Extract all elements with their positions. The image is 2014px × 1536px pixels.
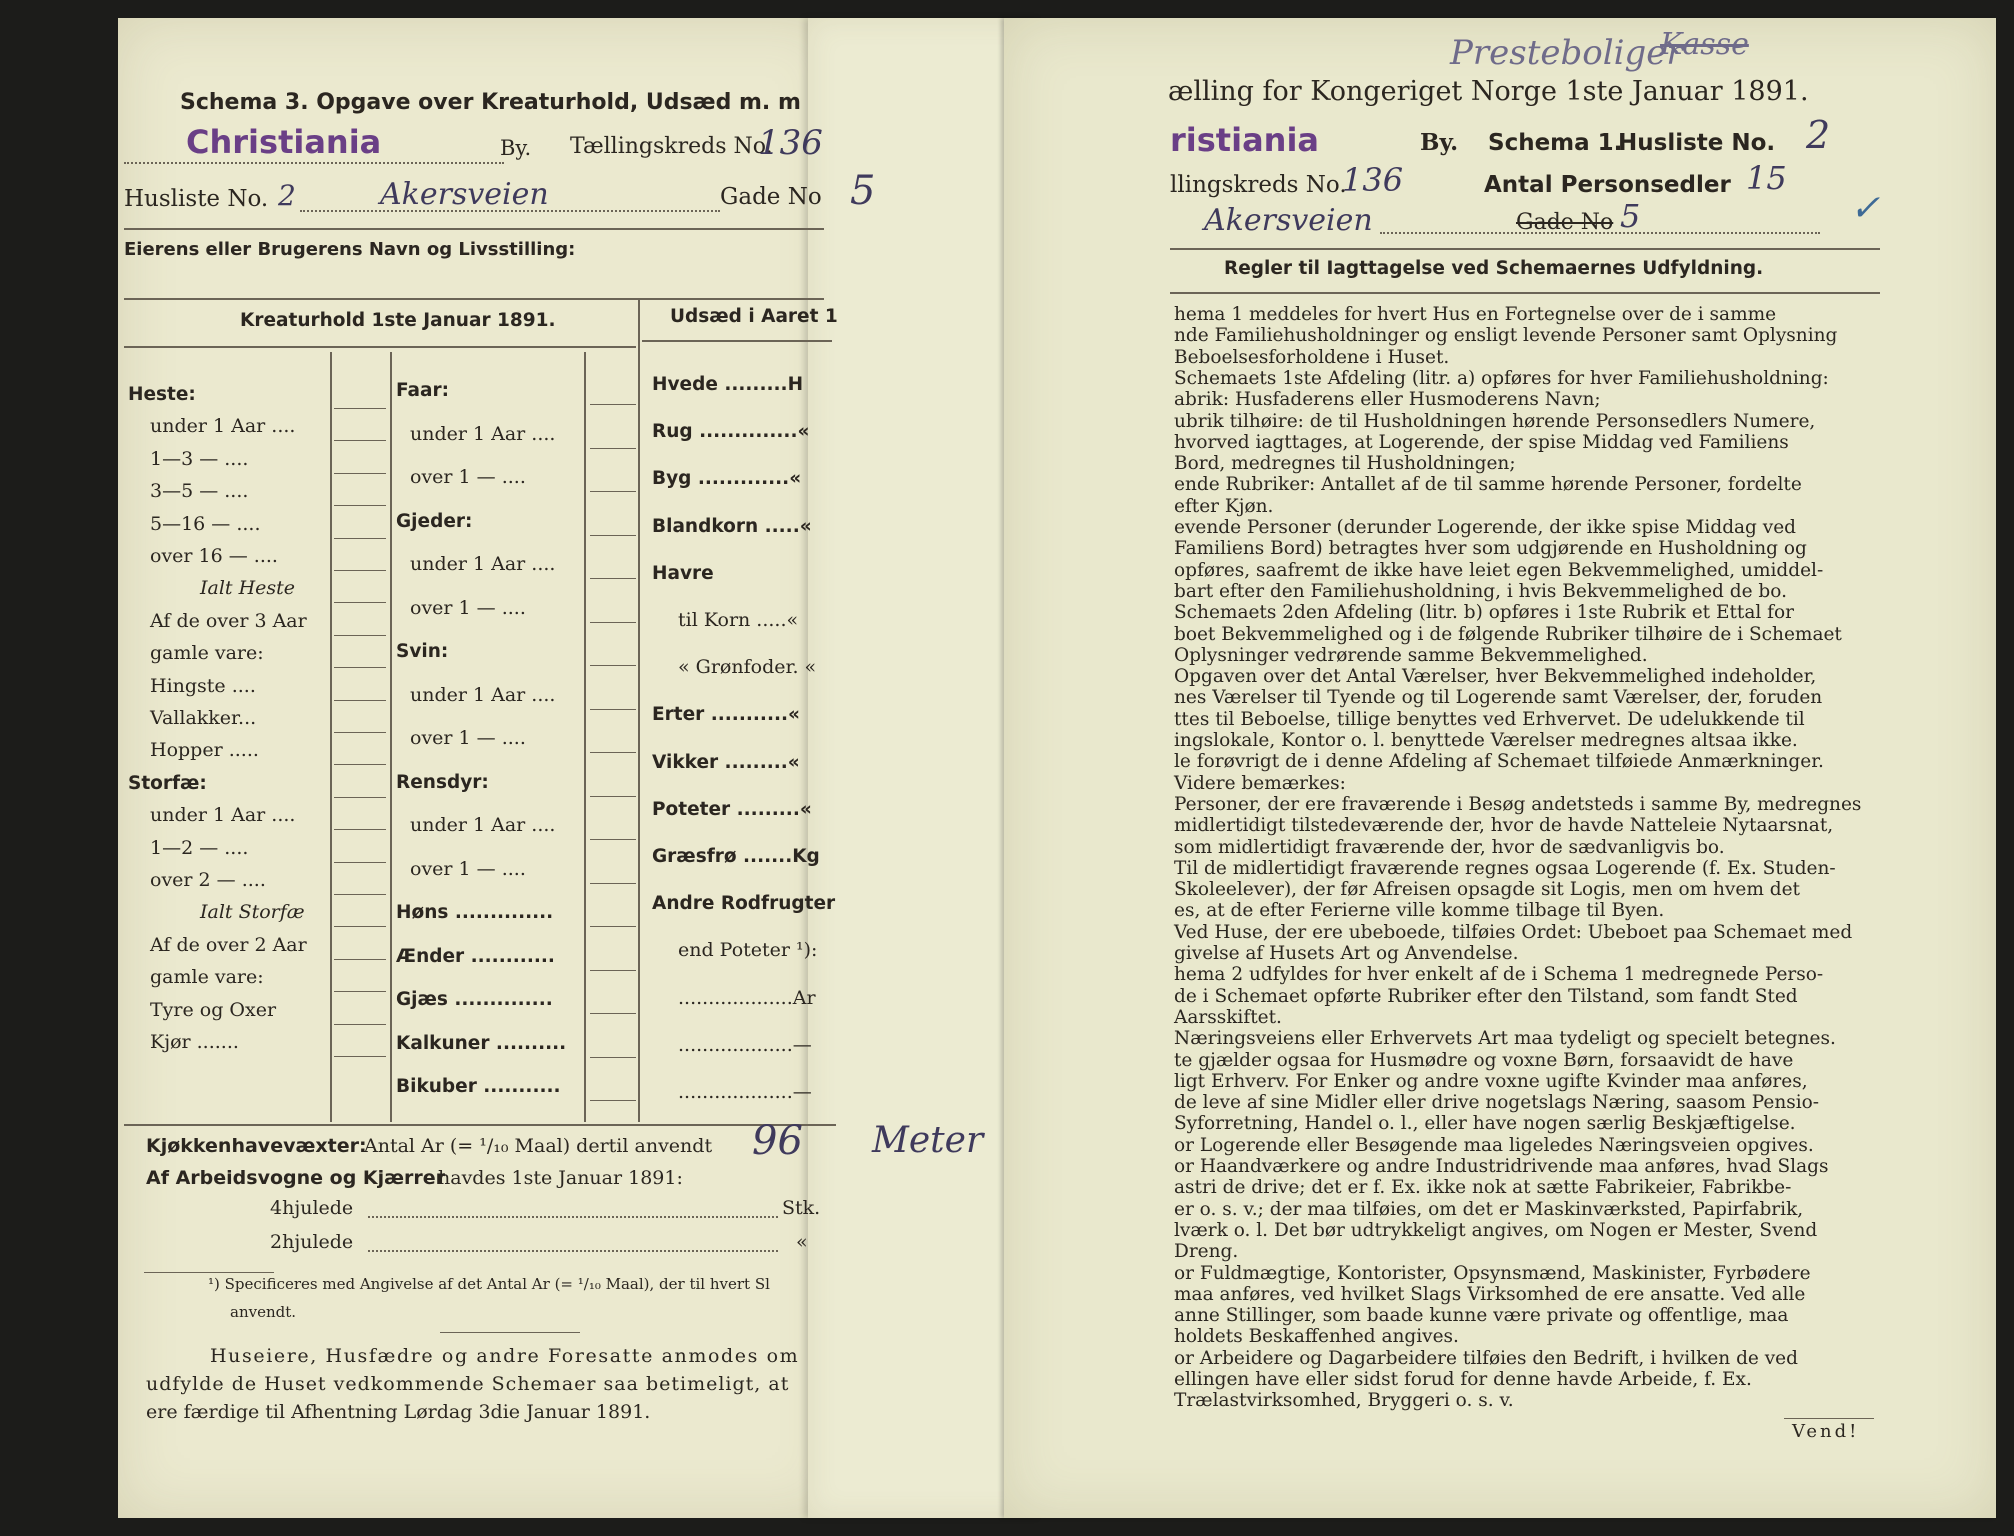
rule-line: de leve af sine Midler eller drive nogetslags Næring, saasom Pensio-: [1174, 1092, 1820, 1114]
rule-line: givelse af Husets Art og Anvendelse.: [1174, 943, 1519, 964]
col1-item: Heste:: [128, 384, 196, 405]
col3-item: til Korn .....«: [678, 609, 799, 631]
street-hand: Akersveien: [380, 177, 549, 212]
hjul4-line: [368, 1216, 778, 1218]
col1-item: Ialt Heste: [200, 577, 296, 600]
kreds-value: 136: [758, 123, 823, 163]
regler-title: Regler til Iagttagelse ved Schemaernes Udfyldning.: [1224, 258, 1764, 279]
rule-line: abrik: Husfaderens eller Husmoderens Navn;: [1174, 389, 1601, 411]
col2-entry-line: [590, 970, 636, 971]
husliste-label: Husliste No.: [124, 186, 269, 212]
col1-entry-line: [334, 1056, 386, 1057]
col1-item: Tyre og Oxer: [150, 998, 277, 1021]
col3-item: Andre Rodfrugter: [652, 893, 836, 915]
col1-item: under 1 Aar ....: [150, 804, 296, 827]
col1-item: gamle vare:: [150, 642, 264, 665]
kjokken-value: 96: [752, 1118, 803, 1164]
kreds-label: Tællingskreds No.: [570, 134, 773, 159]
regler-bottom-line: [1170, 292, 1880, 294]
city-stamp: Christiania: [186, 123, 382, 161]
col3-item: ...................Ar: [678, 986, 816, 1009]
table-bottom-line: [124, 1124, 836, 1126]
col-sep-1: [330, 352, 332, 1122]
col2-entry-line: [590, 1057, 636, 1058]
col3-item: Erter ...........«: [652, 704, 800, 726]
closing-line-3: ere færdige til Afhentning Lørdag 3die Januar 1891.: [146, 1401, 651, 1423]
col1-item: Hopper .....: [150, 739, 259, 762]
hjul4-unit: Stk.: [782, 1197, 821, 1219]
rule-line: bart efter den Familiehusholdning, i hvis Bekvemmelighed de bo.: [1174, 580, 1787, 602]
rule-line: Videre bemærkes:: [1174, 772, 1346, 794]
col2-item: over 1 — ....: [410, 596, 526, 619]
vend-label: Vend!: [1792, 1421, 1860, 1442]
rule-line: Familiens Bord) betragtes hver som udgjørende en Husholdning og: [1174, 538, 1807, 560]
col3-item: Rug ..............«: [652, 421, 810, 443]
col2-item: Svin:: [396, 641, 449, 662]
col1-entry-line: [334, 959, 386, 960]
col-sep-3: [584, 352, 586, 1122]
rule-line: maa anføres, ved hvilket Slags Virksomhed de ere ansatte. Ved alle: [1174, 1283, 1806, 1305]
col2-entry-line: [590, 709, 636, 710]
col2-entry-line: [590, 665, 636, 666]
kreds-value-right: 136: [1342, 161, 1404, 199]
closing-rule: [440, 1332, 580, 1333]
rule-line: or Haandværkere og andre Industridrivende maa anføres, hvad Slags: [1174, 1156, 1829, 1177]
rule-line: evende Personer (derunder Logerende, der ikke spise Middag ved: [1174, 517, 1797, 538]
col2-item: Faar:: [396, 380, 450, 401]
col1-entry-line: [334, 505, 386, 506]
col1-entry-line: [334, 570, 386, 571]
rule-line: Oplysninger vedrørende samme Bekvemmelighed.: [1174, 644, 1648, 666]
col2-item: Gjeder:: [396, 510, 473, 532]
col1-item: Storfæ:: [128, 772, 207, 794]
col1-item: Ialt Storfæ: [200, 901, 305, 924]
rule-line: Aarsskiftet.: [1174, 1006, 1282, 1028]
hjul4-label: 4hjulede: [270, 1197, 354, 1219]
col1-item: 5—16 — ....: [150, 512, 261, 535]
street-hand-right: Akersveien: [1204, 203, 1373, 238]
col2-entry-line: [590, 796, 636, 797]
rule-line: hvorved iagttages, at Logerende, der spise Middag ved Familiens: [1174, 431, 1789, 453]
col1-item: Hingste ....: [150, 674, 256, 697]
rule-line: lværk o. l. Det bør udtrykkeligt angives, om Nogen er Mester, Svend: [1174, 1219, 1818, 1241]
rule-line: Dreng.: [1174, 1241, 1239, 1263]
rule-line: Ved Huse, der ere ubeboede, tilføies Ordet: Ubeboet paa Schemaet med: [1174, 921, 1853, 943]
col1-item: Af de over 3 Aar: [150, 609, 307, 632]
rule-line: Opgaven over det Antal Værelser, hver Bekvemmelighed indeholder,: [1174, 666, 1817, 688]
col3-item: end Poteter ¹):: [678, 939, 818, 962]
rule-line: de i Schemaet opførte Rubriker efter den Tilstand, som fandt Sted: [1174, 985, 1798, 1007]
col-sep-2: [390, 352, 392, 1122]
rule-line: ubrik tilhøire: de til Husholdningen hørende Personsedlers Numere,: [1174, 410, 1816, 432]
closing-line-1: Huseiere, Husfædre og andre Foresatte anmodes om: [210, 1345, 800, 1367]
husliste-value: 2: [278, 179, 296, 212]
col1-entry-line: [334, 732, 386, 733]
street-line-right: [1380, 232, 1820, 234]
col1-entry-line: [334, 440, 386, 441]
col1-item: over 16 — ....: [150, 545, 278, 567]
col3-item: Vikker .........«: [652, 751, 800, 773]
husliste-value-right: 2: [1806, 113, 1831, 157]
rule-line: ingslokale, Kontor o. l. benyttede Værelser medregnes altsaa ikke.: [1174, 730, 1798, 751]
gade-label: Gade No: [720, 184, 822, 210]
col2-entry-line: [590, 883, 636, 884]
col1-entry-line: [334, 829, 386, 830]
col1-item: 1—2 — ....: [150, 836, 249, 859]
col2-entry-line: [590, 752, 636, 753]
owner-label: Eierens eller Brugerens Navn og Livsstilling:: [124, 239, 576, 260]
rule-line: nes Værelser til Tyende og til Logerende samt Værelser, der, foruden: [1174, 687, 1823, 709]
footnote-line-2: anvendt.: [230, 1303, 297, 1321]
col2-item: over 1 — ....: [410, 727, 526, 749]
col3-item: Havre: [652, 562, 714, 584]
col1-entry-line: [334, 797, 386, 798]
rule-line: midlertidigt tilstedeværende der, hvor de havde Natteleie Nytaarsnat,: [1174, 815, 1834, 837]
col2-item: Høns ..............: [396, 902, 554, 923]
header-line-1: [124, 346, 636, 348]
rule-line: er o. s. v.; der maa tilføies, om det er Maskinværksted, Papirfabrik,: [1174, 1198, 1804, 1220]
rule-line: es, at de efter Ferierne ville komme tilbage til Byen.: [1174, 900, 1665, 922]
rule-line: ttes til Beboelse, tillige benyttes ved Erhvervet. De udelukkende til: [1174, 708, 1805, 730]
rule-line: holdets Beskaffenhed angives.: [1174, 1326, 1459, 1348]
rule-line: Beboelsesforholdene i Huset.: [1174, 346, 1450, 368]
rule-line: hema 1 meddeles for hvert Hus en Fortegnelse over de i samme: [1174, 304, 1777, 325]
rule-line: astri de drive; det er f. Ex. ikke nok at sætte Fabrikeier, Fabrikbe-: [1174, 1177, 1792, 1199]
rule-line: som midlertidigt fraværende der, hvor de sædvanligvis bo.: [1174, 836, 1725, 858]
street-line: [300, 210, 720, 212]
col3-item: « Grønfoder. «: [678, 656, 817, 679]
col1-entry-line: [334, 700, 386, 701]
gade-label-right: Gade No: [1516, 210, 1614, 235]
col2-entry-line: [590, 622, 636, 623]
rule-line: Schemaets 2den Afdeling (litr. b) opføres i 1ste Rubrik et Ettal for: [1174, 602, 1795, 624]
closing-line-2: udfylde de Huset vedkommende Schemaer saa betimeligt, at: [146, 1373, 790, 1395]
rule-line: Næringsveiens eller Erhvervets Art maa tydeligt og specielt betegnes.: [1174, 1028, 1836, 1050]
hjul2-label: 2hjulede: [270, 1231, 354, 1253]
col2-item: Kalkuner ..........: [396, 1032, 567, 1054]
col1-entry-line: [334, 408, 386, 409]
rule-line: or Logerende eller Besøgende maa ligeledes Næringsveien opgives.: [1174, 1134, 1814, 1156]
hand-top-note: Presteboliger: [1450, 33, 1683, 73]
hand-top-strike: Kasse: [1660, 27, 1749, 62]
col1-item: 1—3 — ....: [150, 447, 249, 470]
rule-line: Schemaets 1ste Afdeling (litr. a) opføres for hver Familiehusholdning:: [1174, 367, 1829, 389]
rule-line: anne Stillinger, som baade kunne være private og offentlige, maa: [1174, 1305, 1789, 1327]
antal-label: Antal Personsedler: [1484, 172, 1731, 198]
col1-entry-line: [334, 667, 386, 668]
rule-line: hema 2 udfyldes for hver enkelt af de i Schema 1 medregnede Perso-: [1174, 964, 1824, 986]
divider: [124, 228, 824, 230]
rule-line: or Fuldmægtige, Kontorister, Opsynsmænd, Maskinister, Fyrbødere: [1174, 1262, 1811, 1284]
footnote-line-1: ¹) Specificeres med Angivelse af det Antal Ar (= ¹/₁₀ Maal), der til hvert Sl: [208, 1275, 770, 1293]
vogne-text: havdes 1ste Januar 1891:: [438, 1167, 683, 1189]
col2-item: over 1 — ....: [410, 857, 526, 880]
col2-entry-line: [590, 448, 636, 449]
vend-rule: [1784, 1418, 1874, 1419]
footnote-rule: [144, 1272, 274, 1273]
header-line-2: [642, 340, 832, 342]
col3-item: Græsfrø .......Kg: [652, 846, 820, 867]
col2-item: under 1 Aar ....: [410, 814, 556, 836]
col3-item: Hvede .........H: [652, 374, 804, 395]
col1-item: Kjør .......: [150, 1031, 239, 1053]
rule-line: Personer, der ere fraværende i Besøg andetsteds i samme By, medregnes: [1174, 793, 1862, 815]
kjokken-label: Kjøkkenhavevæxter:: [146, 1135, 367, 1157]
schema-1-title: ælling for Kongeriget Norge 1ste Januar 1891.: [1168, 76, 1809, 107]
rule-line: te gjælder ogsaa for Husmødre og voxne Børn, forsaavidt de have: [1174, 1049, 1794, 1071]
check-mark-icon: ✓: [1850, 188, 1881, 229]
col3-item: ...................—: [678, 1033, 812, 1056]
col1-entry-line: [334, 991, 386, 992]
col2-entry-line: [590, 491, 636, 492]
col2-item: Ænder ............: [396, 945, 555, 967]
col2-item: under 1 Aar ....: [410, 422, 556, 445]
kreatur-header: Kreaturhold 1ste Januar 1891.: [240, 310, 556, 331]
rule-line: Bord, medregnes til Husholdningen;: [1174, 453, 1516, 475]
col1-entry-line: [334, 635, 386, 636]
rule-line: Trælastvirksomhed, Bryggeri o. s. v.: [1174, 1390, 1514, 1412]
col1-entry-line: [334, 894, 386, 895]
kjokken-text: Antal Ar (= ¹/₁₀ Maal) dertil anvendt: [364, 1135, 713, 1157]
col3-item: ...................—: [678, 1081, 812, 1103]
col1-entry-line: [334, 1024, 386, 1025]
col1-entry-line: [334, 602, 386, 603]
col2-item: Rensdyr:: [396, 771, 489, 793]
city-stamp-right: ristiania: [1170, 121, 1319, 159]
rule-line: ellingen have eller sidst forud for denne havde Arbeide, f. Ex.: [1174, 1369, 1752, 1390]
col2-item: over 1 — ....: [410, 466, 526, 488]
rule-line: ende Rubriker: Antallet af de til samme hørende Personer, fordelte: [1174, 474, 1802, 496]
col1-entry-line: [334, 764, 386, 765]
col2-entry-line: [590, 839, 636, 840]
col1-item: 3—5 — ....: [150, 480, 249, 503]
col1-entry-line: [334, 862, 386, 863]
col2-item: under 1 Aar ....: [410, 683, 556, 706]
col3-item: Blandkorn .....«: [652, 515, 812, 537]
col2-entry-line: [590, 926, 636, 927]
rule-line: ligt Erhverv. For Enker og andre voxne ugifte Kvinder maa anføres,: [1174, 1070, 1808, 1092]
kreds-label-right: llingskreds No.: [1170, 172, 1347, 198]
col2-entry-line: [590, 535, 636, 536]
udsaed-header: Udsæd i Aaret 1: [670, 306, 838, 327]
col2-item: Gjæs ..............: [396, 989, 553, 1010]
schema-3-title: Schema 3. Opgave over Kreaturhold, Udsæd m. m: [180, 90, 801, 115]
table-top-line: [124, 298, 824, 300]
col1-entry-line: [334, 926, 386, 927]
rule-line: efter Kjøn.: [1174, 495, 1274, 517]
husliste-label-right: Husliste No.: [1618, 130, 1776, 156]
kjokken-unit: Meter: [872, 1120, 984, 1161]
rule-line: Til de midlertidigt fraværende regnes ogsaa Logerende (f. Ex. Studen-: [1174, 857, 1836, 879]
gade-value-right: 5: [1620, 197, 1641, 235]
col2-item: under 1 Aar ....: [410, 553, 556, 575]
col-sep-4: [638, 300, 640, 1122]
rule-line: nde Familiehusholdninger og ensligt levende Personer samt Oplysning: [1174, 325, 1838, 347]
city-line: [124, 162, 504, 164]
rule-line: Syforretning, Handel o. l., eller have nogen særlig Beskjæftigelse.: [1174, 1113, 1796, 1135]
hjul2-line: [368, 1250, 778, 1252]
col1-item: Vallakker...: [150, 707, 257, 729]
gade-value: 5: [850, 168, 876, 214]
col3-item: Byg .............«: [652, 468, 802, 490]
col3-item: Poteter .........«: [652, 798, 812, 820]
by-label: By.: [500, 136, 532, 160]
col2-entry-line: [590, 1100, 636, 1101]
rule-line: boet Bekvemmelighed og i de følgende Rubriker tilhøire de i Schemaet: [1174, 623, 1842, 645]
rule-line: or Arbeidere og Dagarbeidere tilføies den Bedrift, i hvilken de ved: [1174, 1347, 1798, 1369]
hjul2-unit: «: [796, 1231, 808, 1253]
col2-entry-line: [590, 1013, 636, 1014]
col2-entry-line: [590, 578, 636, 579]
rule-line: opføres, saafremt de ikke have leiet egen Bekvemmelighed, umiddel-: [1174, 559, 1824, 581]
schema-label: Schema 1.: [1488, 130, 1623, 156]
vogne-label: Af Arbeidsvogne og Kjærrer: [146, 1167, 446, 1189]
col1-item: Af de over 2 Aar: [150, 933, 307, 956]
regler-top-line: [1170, 248, 1880, 250]
antal-value: 15: [1746, 159, 1787, 197]
col2-item: Bikuber ...........: [396, 1076, 561, 1097]
col1-entry-line: [334, 473, 386, 474]
col2-entry-line: [590, 404, 636, 405]
rule-line: le forøvrigt de i denne Afdeling af Schemaet tilføiede Anmærkninger.: [1174, 751, 1824, 773]
col1-item: over 2 — ....: [150, 869, 266, 891]
col1-item: under 1 Aar ....: [150, 415, 296, 438]
rule-line: Skoleelever), der før Afreisen opsagde sit Logis, men om hvem det: [1174, 879, 1800, 901]
col1-entry-line: [334, 538, 386, 539]
by-label-right: By.: [1420, 129, 1459, 156]
col1-item: gamle vare:: [150, 966, 264, 989]
